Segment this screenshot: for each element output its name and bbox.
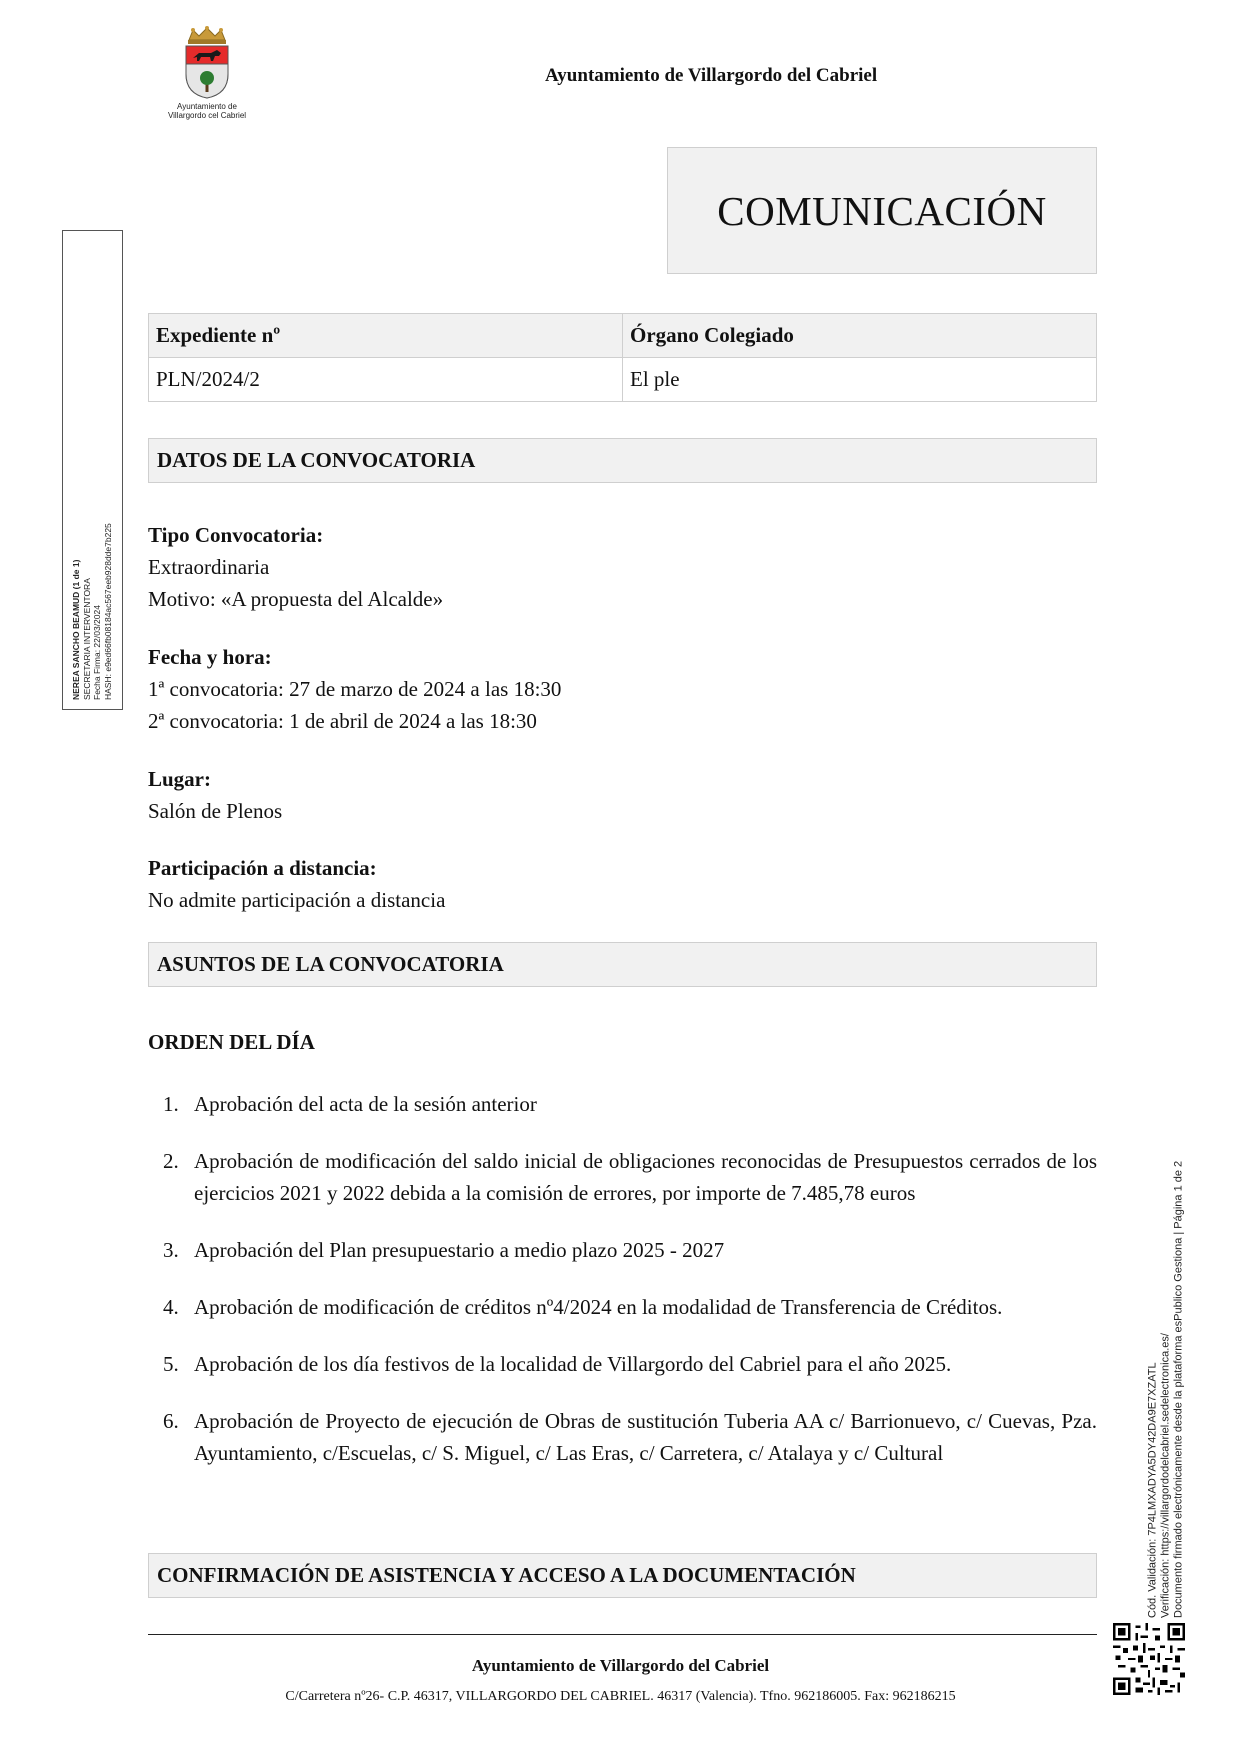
validation-text bbox=[1147, 1098, 1186, 1618]
item-number: 1. bbox=[163, 1092, 179, 1116]
platform-notice: Documento firmado electrónicamente desde la plataforma esPublico Gestiona | Página 1 de 2 bbox=[1172, 1160, 1185, 1618]
agenda-list bbox=[148, 1088, 1097, 1494]
signature-text bbox=[71, 240, 113, 700]
logo-caption-line1: Ayuntamiento de bbox=[177, 102, 237, 111]
item-text: Aprobación de modificación de créditos nº4/2024 en la modalidad de Transferencia de Créditos. bbox=[194, 1295, 1003, 1319]
section-confirmacion-asistencia: CONFIRMACIÓN DE ASISTENCIA Y ACCESO A LA DOCUMENTACIÓN bbox=[148, 1553, 1097, 1598]
footer-title: Ayuntamiento de Villargordo del Cabriel bbox=[471, 1656, 770, 1675]
item-number: 5. bbox=[163, 1352, 179, 1376]
header-title: Ayuntamiento de Villargordo del Cabriel bbox=[545, 65, 878, 86]
expediente-header: Expediente nº bbox=[149, 314, 623, 358]
segunda-convocatoria: 2ª convocatoria: 1 de abril de 2024 a las 18:30 bbox=[148, 709, 537, 733]
footer-divider bbox=[148, 1634, 1097, 1635]
signer-name: NEREA SANCHO BEAMUD (1 de 1) bbox=[71, 559, 81, 700]
footer-address: C/Carretera nº26- C.P. 46317, VILLARGORDO DEL CABRIEL. 46317 (Valencia). Tfno. 962186005. Fax: 962186215 bbox=[285, 1689, 956, 1704]
item-text: Aprobación del acta de la sesión anterior bbox=[194, 1092, 537, 1116]
item-text: Aprobación de modificación del saldo inicial de obligaciones reconocidas de Presupuestos cerrados de los ejercicios 2021 y 2022 debida a la comisión de errores, por importe de 7.485,78 euros bbox=[194, 1149, 1097, 1205]
primera-convocatoria: 1ª convocatoria: 27 de marzo de 2024 a las 18:30 bbox=[148, 677, 562, 701]
coat-of-arms-icon bbox=[181, 26, 233, 100]
participacion-value: No admite participación a distancia bbox=[148, 888, 446, 912]
municipal-logo bbox=[152, 26, 262, 122]
list-item bbox=[148, 1145, 1097, 1209]
participacion-label: Participación a distancia: bbox=[148, 856, 377, 880]
signer-role: SECRETARIA INTERVENTORA bbox=[81, 578, 92, 700]
section-datos-convocatoria: DATOS DE LA CONVOCATORIA bbox=[148, 438, 1097, 483]
item-text: Aprobación de los día festivos de la localidad de Villargordo del Cabriel para el año 2025. bbox=[194, 1352, 952, 1376]
list-item bbox=[148, 1348, 1097, 1380]
lugar-value: Salón de Plenos bbox=[148, 799, 283, 823]
tipo-convocatoria-value: Extraordinaria bbox=[148, 555, 270, 579]
list-item bbox=[148, 1291, 1097, 1323]
verification-url[interactable]: Verificación: https://villargordodelcabriel.sedelectronica.es/ bbox=[1159, 1333, 1172, 1618]
validation-code: Cód. Validación: 7P4LMXADYA5DY42DA9E7XZATL bbox=[1146, 1362, 1159, 1618]
list-item bbox=[148, 1405, 1097, 1469]
fecha-hora-label: Fecha y hora: bbox=[148, 645, 272, 669]
table-row bbox=[149, 358, 1097, 402]
document-type-title: COMUNICACIÓN bbox=[667, 147, 1097, 274]
table-header-row bbox=[149, 314, 1097, 358]
item-number: 6. bbox=[163, 1409, 179, 1433]
motivo-text: Motivo: «A propuesta del Alcalde» bbox=[148, 587, 444, 611]
list-item bbox=[148, 1234, 1097, 1266]
organo-header: Órgano Colegiado bbox=[623, 314, 1097, 358]
item-text: Aprobación del Plan presupuestario a medio plazo 2025 - 2027 bbox=[194, 1238, 725, 1262]
signature-date: Fecha Firma: 22/03/2024 bbox=[92, 605, 102, 700]
organo-value: El ple bbox=[623, 358, 1097, 402]
orden-del-dia-title: ORDEN DEL DÍA bbox=[148, 1030, 315, 1054]
lugar-label: Lugar: bbox=[148, 767, 211, 791]
expediente-table bbox=[148, 313, 1097, 402]
tipo-convocatoria-label: Tipo Convocatoria: bbox=[148, 523, 324, 547]
section-asuntos-convocatoria: ASUNTOS DE LA CONVOCATORIA bbox=[148, 942, 1097, 987]
item-number: 2. bbox=[163, 1149, 179, 1173]
item-number: 3. bbox=[163, 1238, 179, 1262]
item-text: Aprobación de Proyecto de ejecución de Obras de sustitución Tuberia AA c/ Barrionuevo, c/ Cuevas, Pza. Ayuntamiento, c/Escuelas, c/ S. Miguel, c/ Las Eras, c/ Carretera, c/ Atalaya y c/ Cultural bbox=[194, 1409, 1097, 1465]
qr-code-icon bbox=[1113, 1623, 1185, 1695]
list-item bbox=[148, 1088, 1097, 1120]
logo-caption-line2: Villargordo cel Cabriel bbox=[167, 111, 247, 120]
item-number: 4. bbox=[163, 1295, 179, 1319]
signature-hash: HASH: e9ed66fb08184ac567eeb928dde7b225 bbox=[102, 523, 113, 700]
expediente-value: PLN/2024/2 bbox=[149, 358, 623, 402]
